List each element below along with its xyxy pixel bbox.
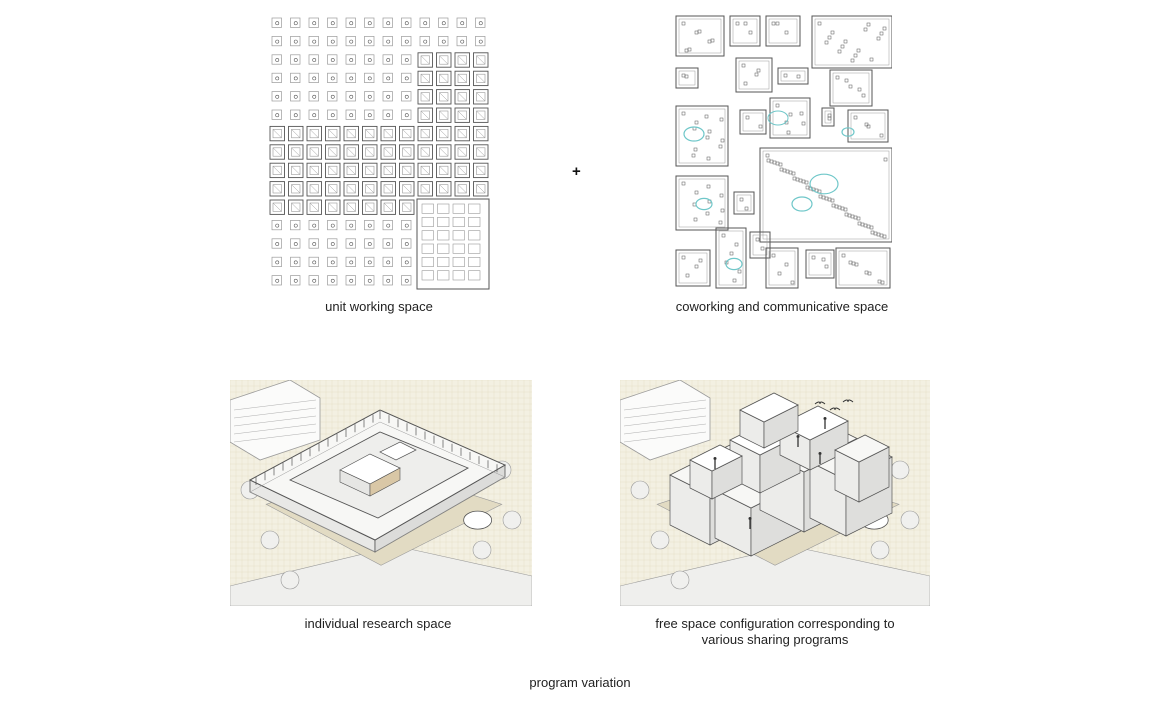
caption-free-space-line2: various sharing programs: [701, 632, 849, 647]
caption-free-space-line1: free space configuration corresponding to: [655, 616, 895, 631]
caption-coworking: coworking and communicative space: [675, 299, 889, 314]
caption-individual-research: individual research space: [304, 616, 452, 631]
figure-title: program variation: [529, 675, 631, 690]
free-space-axonometric: [620, 380, 930, 606]
unit-working-plan: [268, 14, 490, 290]
coworking-plan: [674, 14, 892, 290]
caption-free-space: [620, 616, 930, 648]
plus-operator: +: [572, 163, 581, 180]
individual-research-axonometric: [230, 380, 532, 606]
caption-unit-working: unit working space: [325, 299, 433, 314]
